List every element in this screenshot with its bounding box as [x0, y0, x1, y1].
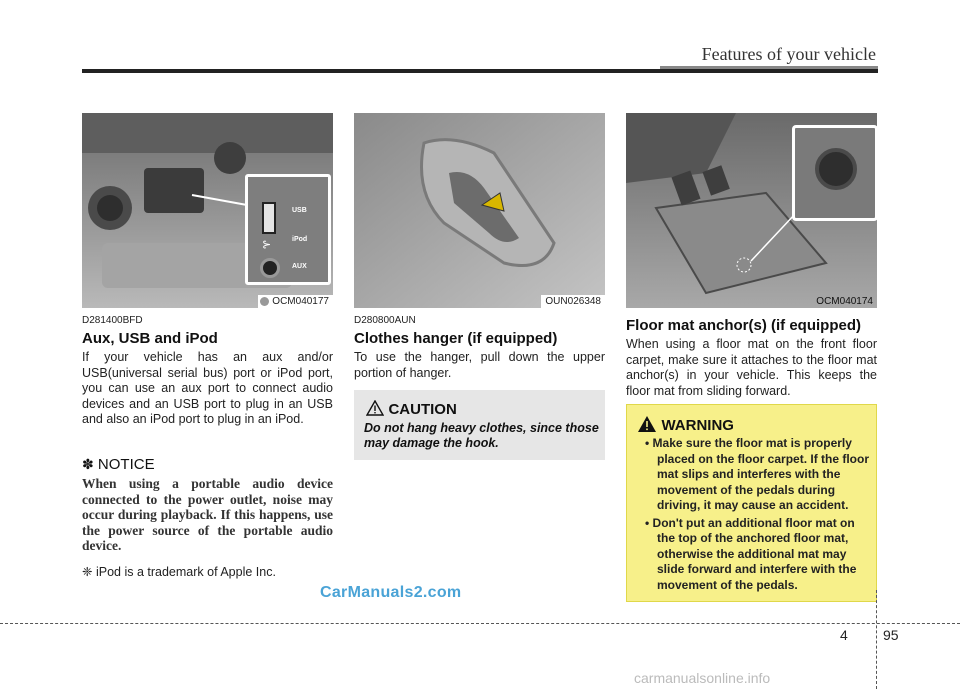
usb-label: USB [292, 207, 307, 214]
header-rule-accent [660, 66, 878, 69]
watermark-secondary: carmanualsonline.info [634, 670, 771, 686]
chapter-number: 4 [840, 627, 848, 643]
floor-mat-photo [626, 113, 877, 308]
corner-badge [260, 297, 269, 306]
document-code: D280800AUN [354, 315, 416, 326]
section-title: Features of your vehicle [701, 44, 876, 64]
floor-mat-body: When using a floor mat on the front floor carpet, make sure it attaches to the floor mat anchor(s) in your vehicle. This keeps the floor mat from sliding forward. [626, 337, 877, 398]
anchor-callout [792, 125, 877, 221]
aux-jack [260, 258, 280, 278]
clothes-hanger-heading: Clothes hanger (if equipped) [354, 330, 558, 347]
photo-code: OUN026348 [541, 295, 605, 308]
notice-label: NOTICE [97, 456, 155, 473]
footnote-text: iPod is a trademark of Apple Inc. [95, 565, 276, 579]
aux-usb-ipod-body: If your vehicle has an aux and/or USB(universal serial bus) port or iPod port, you can use an aux port to connect audio devices and an USB port to plug in an USB and also an iPod port to plug in an iPod. [82, 350, 333, 426]
anchor-knob [815, 148, 857, 190]
warning-triangle-icon [637, 415, 657, 433]
warning-title: WARNING [661, 417, 734, 434]
page-number: 95 [883, 627, 899, 643]
port-callout [245, 174, 331, 285]
aux-usb-ipod-heading: Aux, USB and iPod [82, 330, 218, 347]
caution-box [354, 390, 605, 460]
header-rule [82, 69, 878, 73]
caution-triangle-icon [366, 400, 384, 416]
aux-usb-ipod-photo [82, 113, 333, 308]
photo-code: OCM040174 [816, 296, 873, 307]
aux-label: AUX [292, 263, 307, 270]
warning-item: • Make sure the floor mat is properly placed on the floor carpet. If the floor mat slips and interferes with the movement of the pedals during driving, it may cause an accident. [645, 436, 870, 512]
ipod-trademark-footnote [82, 565, 333, 581]
usb-port [262, 202, 276, 234]
footnote-symbol: ❈ [82, 565, 93, 579]
notice-heading [82, 456, 155, 473]
notice-star-icon: ✽ [82, 456, 94, 472]
caution-title: CAUTION [388, 401, 457, 418]
hanger-illustration [354, 113, 605, 308]
photo-code: OCM040177 [258, 295, 333, 308]
footer-divider [876, 590, 877, 689]
ipod-label: iPod [292, 236, 308, 243]
notice-body: When using a portable audio device connected to the power outlet, noise may occur during playback. If this happens, use the power source of the portable audio device. [82, 476, 333, 553]
ipod-port-icon: ⊱ [262, 239, 272, 251]
warning-item: • Don't put an additional floor mat on the top of the anchored floor mat, otherwise the additional mat may slide forward and interfere with the movement of the pedals. [645, 515, 857, 592]
watermark-link[interactable]: CarManuals2.com [320, 584, 462, 601]
caution-text: Do not hang heavy clothes, since those may damage the hook. [364, 421, 599, 450]
clothes-hanger-body: To use the hanger, pull down the upper portion of hanger. [354, 350, 605, 380]
warning-box [626, 404, 877, 602]
floor-mat-heading: Floor mat anchor(s) (if equipped) [626, 317, 861, 334]
caution-heading [366, 400, 457, 419]
warning-list [635, 436, 871, 595]
clothes-hanger-photo [354, 113, 605, 308]
footer-rule [0, 623, 960, 624]
warning-heading [637, 415, 734, 435]
document-code: D281400BFD [82, 315, 143, 326]
